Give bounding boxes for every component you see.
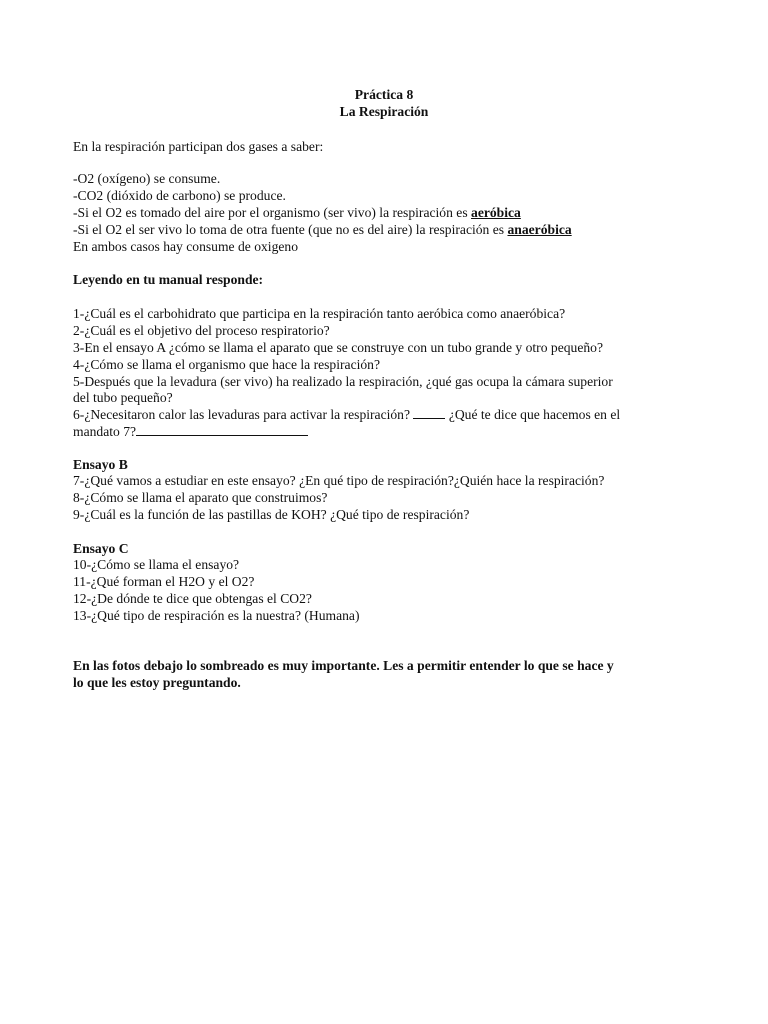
answer-blank (413, 406, 445, 419)
question-7: 7-¿Qué vamos a estudiar en este ensayo? ¿En qué tipo de respiración?¿Quién hace la respiración? (73, 473, 605, 488)
section-b-heading: Ensayo B (73, 457, 128, 472)
question-11: 11-¿Qué forman el H2O y el O2? (73, 574, 255, 589)
anaerobic-line (73, 221, 572, 238)
question-5-line-1: 5-Después que la levadura (ser vivo) ha realizado la respiración, ¿qué gas ocupa la cámara superior (73, 374, 613, 389)
question-6-part-2: ¿Qué te dice que hacemos en el (445, 407, 621, 422)
document-subtitle: La Respiración (339, 104, 429, 119)
question-6-line-2-text: mandato 7? (73, 424, 137, 439)
question-6-part-1: 6-¿Necesitaron calor las levaduras para activar la respiración? (73, 407, 414, 422)
question-6-line-2 (73, 423, 308, 440)
answer-blank (136, 423, 308, 436)
aerobic-line (73, 204, 521, 221)
gas-o2-line: -O2 (oxígeno) se consume. (73, 171, 221, 186)
question-5-line-2: del tubo pequeño? (73, 390, 173, 405)
note-line-1: En las fotos debajo lo sombreado es muy importante. Les a permitir entender lo que se hace y (73, 658, 614, 673)
question-9: 9-¿Cuál es la función de las pastillas de KOH? ¿Qué tipo de respiración? (73, 507, 470, 522)
section-c-heading: Ensayo C (73, 541, 129, 556)
aerobic-prefix: -Si el O2 es tomado del aire por el organismo (ser vivo) la respiración es (73, 205, 472, 220)
gas-co2-line: -CO2 (dióxido de carbono) se produce. (73, 188, 286, 203)
document-title: Práctica 8 (354, 87, 414, 102)
anaerobic-term: anaeróbica (507, 222, 572, 237)
question-8: 8-¿Cómo se llama el aparato que construimos? (73, 490, 328, 505)
question-10: 10-¿Cómo se llama el ensayo? (73, 557, 240, 572)
question-6-line-1 (73, 406, 620, 423)
question-12: 12-¿De dónde te dice que obtengas el CO2? (73, 591, 312, 606)
anaerobic-prefix: -Si el O2 el ser vivo lo toma de otra fuente (que no es del aire) la respiración es (73, 222, 508, 237)
question-1: 1-¿Cuál es el carbohidrato que participa en la respiración tanto aeróbica como anaeróbica? (73, 306, 566, 321)
question-4: 4-¿Cómo se llama el organismo que hace la respiración? (73, 357, 381, 372)
note-line-2: lo que les estoy preguntando. (73, 675, 241, 690)
aerobic-term: aeróbica (471, 205, 521, 220)
question-3: 3-En el ensayo A ¿cómo se llama el aparato que se construye con un tubo grande y otro pequeño? (73, 340, 603, 355)
both-cases-line: En ambos casos hay consume de oxigeno (73, 239, 299, 254)
section-a-heading: Leyendo en tu manual responde: (73, 272, 264, 287)
intro-text: En la respiración participan dos gases a saber: (73, 139, 324, 154)
question-13: 13-¿Qué tipo de respiración es la nuestra? (Humana) (73, 608, 360, 623)
question-2: 2-¿Cuál es el objetivo del proceso respiratorio? (73, 323, 330, 338)
